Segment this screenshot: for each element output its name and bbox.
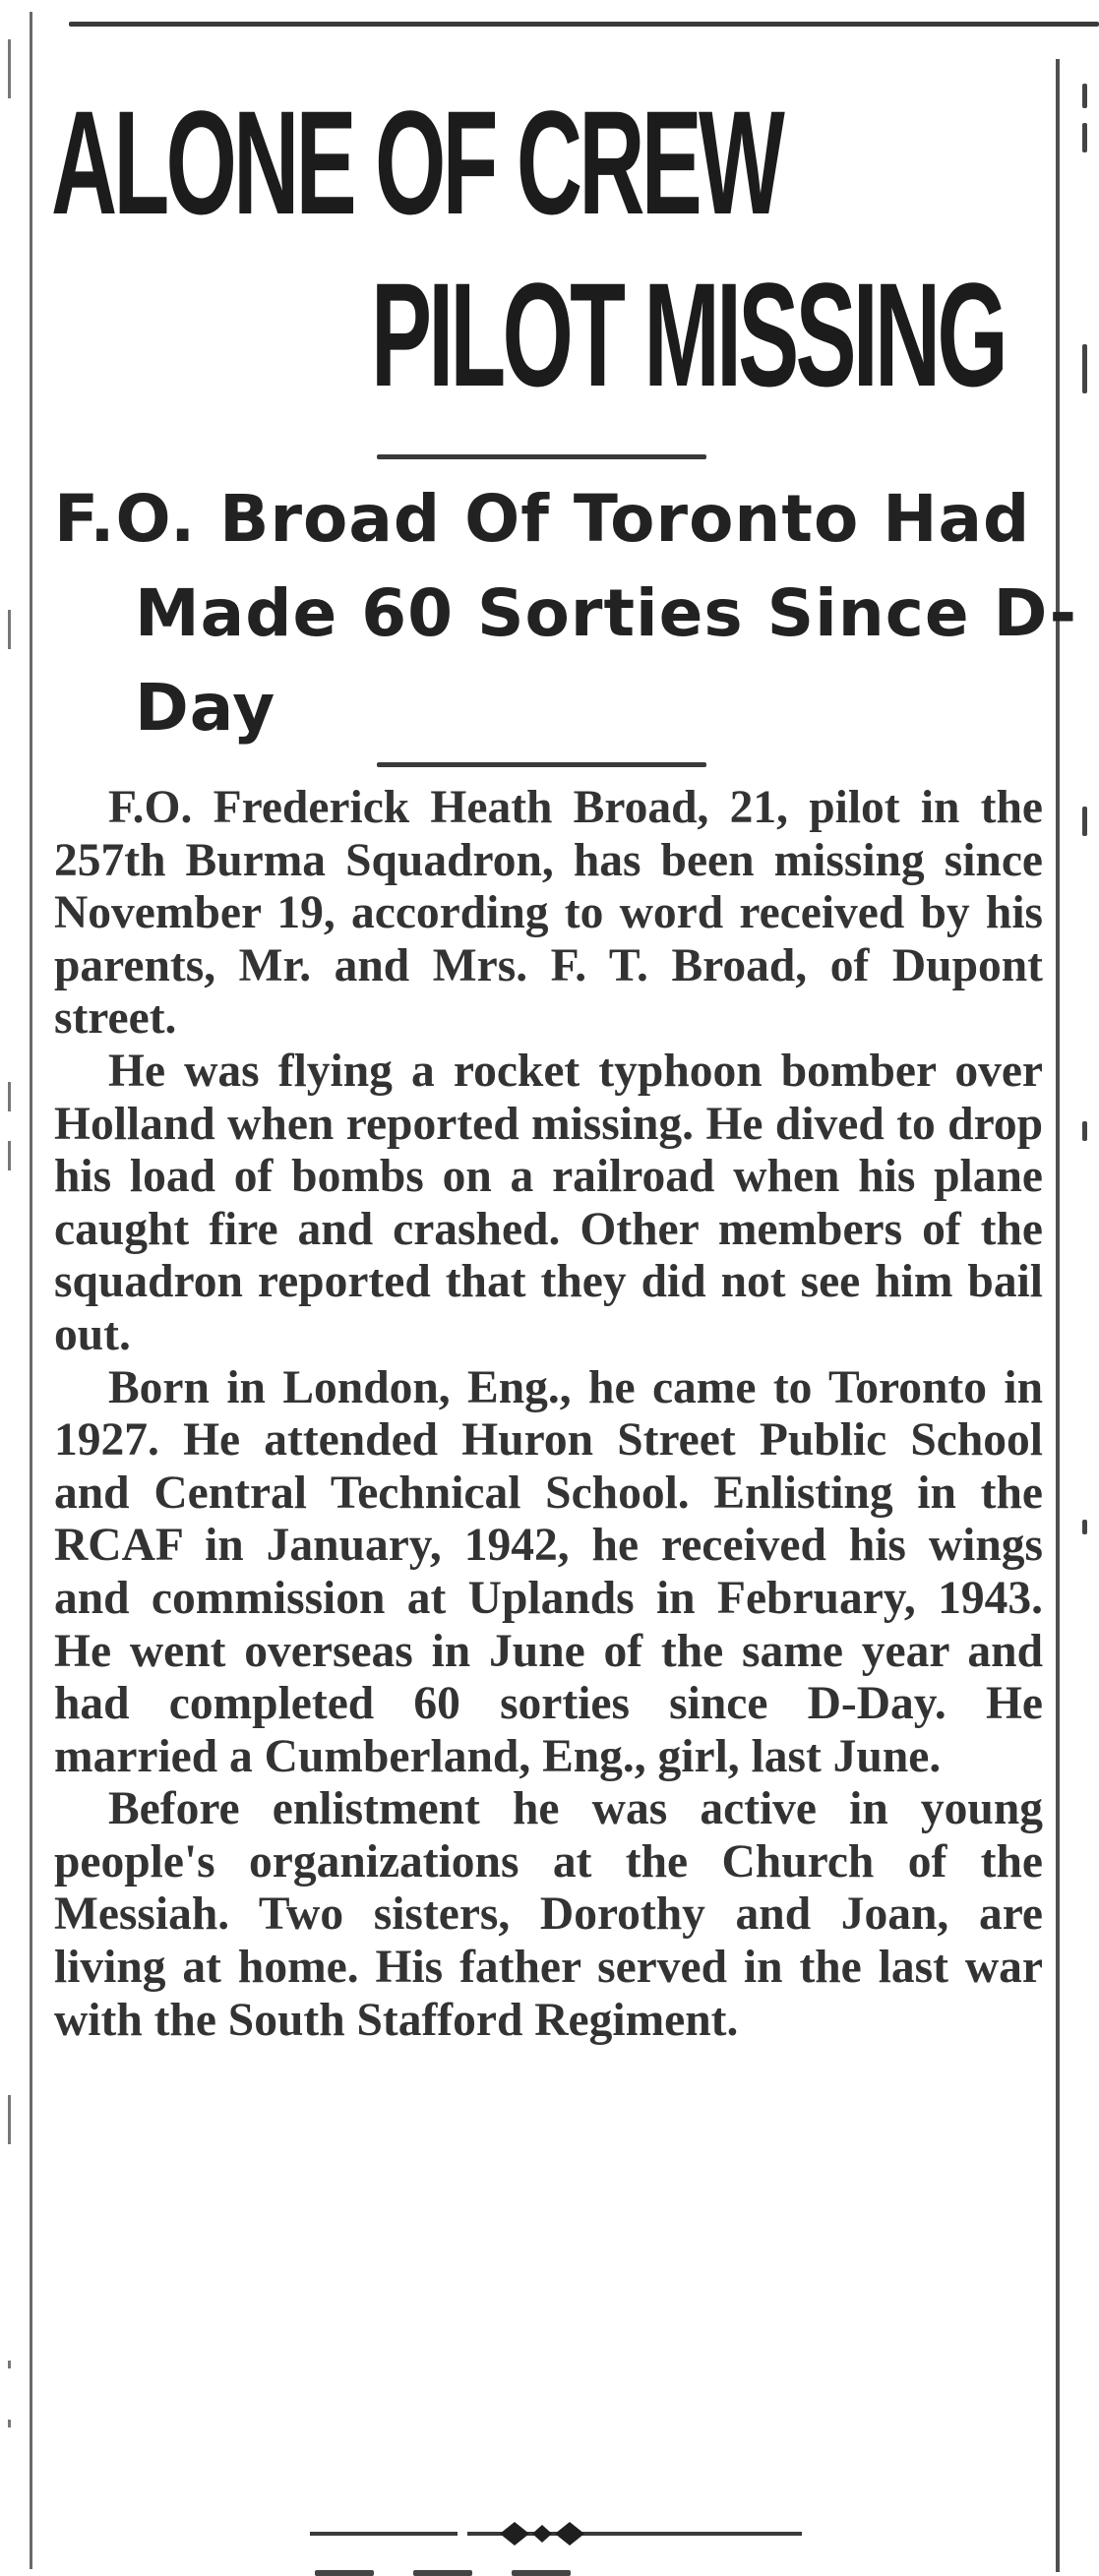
headline-line-1: ALONE OF CREW bbox=[51, 80, 782, 245]
subheadline-line-3: Day bbox=[135, 670, 276, 746]
subheadline-divider bbox=[377, 762, 706, 767]
paragraph-4: Before enlistment he was active in young people's organizations at the Church of the Messiah. Two sisters, Dorothy and Joan, are living at home. His father served in the last war with the South Stafford Regiment. bbox=[54, 1783, 1043, 2046]
subheadline-line-2: Made 60 Sorties Since D- bbox=[135, 575, 1078, 651]
next-article-cutoff bbox=[315, 2561, 689, 2576]
article-body bbox=[54, 782, 1043, 2047]
column-border-left bbox=[30, 12, 32, 2569]
diamond-rule-ornament bbox=[310, 2518, 802, 2547]
subheadline-line-1: F.O. Broad Of Toronto Had bbox=[54, 481, 1031, 557]
subheadline bbox=[54, 472, 1078, 755]
headline-divider bbox=[377, 454, 706, 459]
paragraph-2: He was flying a rocket typhoon bomber over Holland when reported missing. He dived to drop his load of bombs on a railroad when his plane caught fire and crashed. Other members of the squadron reported that they did not see him bail out. bbox=[54, 1045, 1043, 1360]
headline bbox=[51, 79, 1045, 423]
column-border-right bbox=[1056, 59, 1060, 2572]
top-column-rule bbox=[69, 22, 1099, 27]
paragraph-3: Born in London, Eng., he came to Toronto in 1927. He attended Huron Street Public School and Central Technical School. Enlisting in the RCAF in January, 1942, he received his wings and commission at Uplands in February, 1943. He went overseas in June of the same year and had completed 60 sorties since D-Day. He married a Cumberland, Eng., girl, last June. bbox=[54, 1361, 1043, 1782]
headline-line-2: PILOT MISSING bbox=[371, 252, 1006, 417]
paragraph-1: F.O. Frederick Heath Broad, 21, pilot in the 257th Burma Squadron, has been missing since November 19, according to word received by his parents, Mr. and Mrs. F. T. Broad, of Dupont street. bbox=[54, 782, 1043, 1045]
